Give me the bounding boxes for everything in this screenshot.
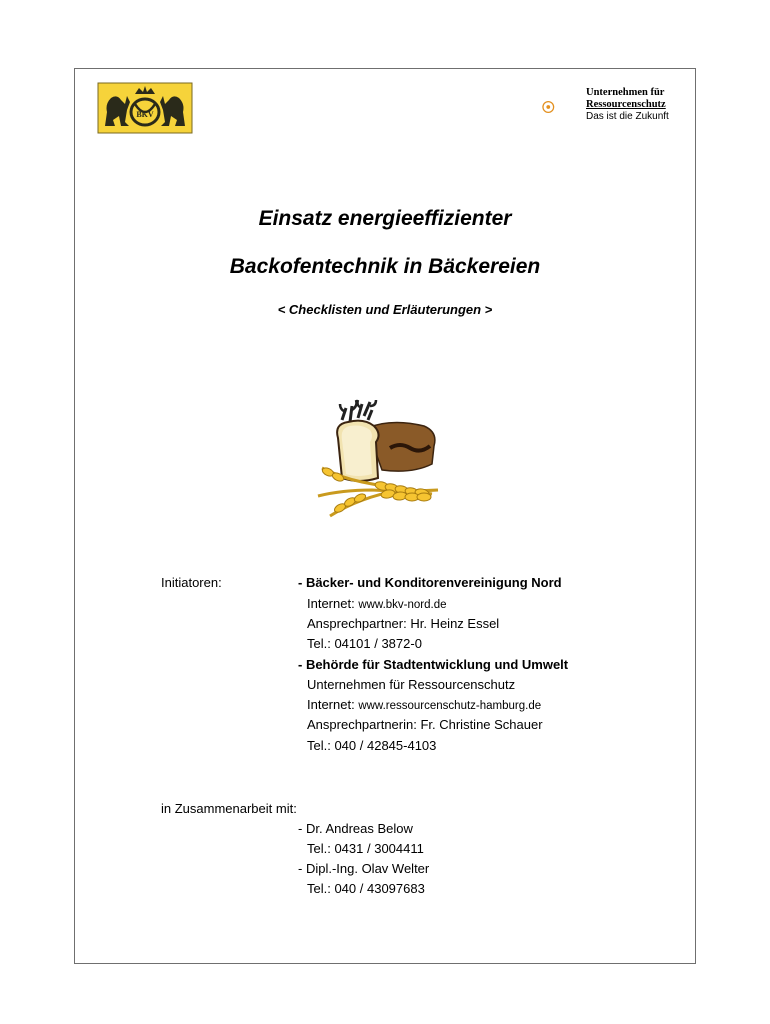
title-line-1: Einsatz energieeffizienter [258, 207, 512, 230]
org1-contact: Ansprechpartner: Hr. Heinz Essel [307, 616, 500, 631]
bkv-logo-text: BKV [136, 110, 154, 119]
org1-name: - Bäcker- und Konditorenvereinigung Nord [298, 575, 562, 590]
org1-internet [307, 596, 447, 613]
bkv-logo [97, 82, 193, 134]
org2-internet-url[interactable]: www.ressourcenschutz-hamburg.de [358, 700, 542, 712]
bread-illustration [312, 398, 447, 528]
org1-tel: Tel.: 04101 / 3872-0 [307, 636, 422, 651]
title-line-2: Backofentechnik in Bäckereien [229, 255, 541, 278]
ressourcenschutz-logo-text [586, 87, 669, 123]
org2-internet-label: Internet: [307, 697, 359, 712]
org1-internet-label: Internet: [307, 596, 359, 611]
person1-tel: Tel.: 0431 / 3004411 [307, 841, 424, 856]
logo-line-1: Unternehmen für [586, 87, 665, 98]
org2-tel: Tel.: 040 / 42845-4103 [307, 738, 437, 753]
logo-line-2: Ressourcenschutz [586, 99, 666, 110]
org2-name: - Behörde für Stadtentwicklung und Umwelt [298, 657, 569, 672]
subtitle: < Checklisten und Erläuterungen > [277, 302, 493, 317]
person2-tel: Tel.: 040 / 43097683 [307, 881, 425, 896]
org2-internet [307, 697, 541, 714]
ressourcenschutz-logo [542, 85, 586, 129]
org1-internet-url[interactable]: www.bkv-nord.de [358, 599, 447, 611]
person2-name: - Dipl.-Ing. Olav Welter [298, 861, 430, 876]
cooperation-label: in Zusammenarbeit mit: [161, 801, 297, 816]
org2-contact: Ansprechpartnerin: Fr. Christine Schauer [307, 717, 543, 732]
person1-name: - Dr. Andreas Below [298, 821, 413, 836]
logo-line-3: Das ist die Zukunft [586, 111, 669, 122]
org2-unit: Unternehmen für Ressourcenschutz [307, 677, 516, 692]
initiators-label: Initiatoren: [161, 575, 222, 590]
